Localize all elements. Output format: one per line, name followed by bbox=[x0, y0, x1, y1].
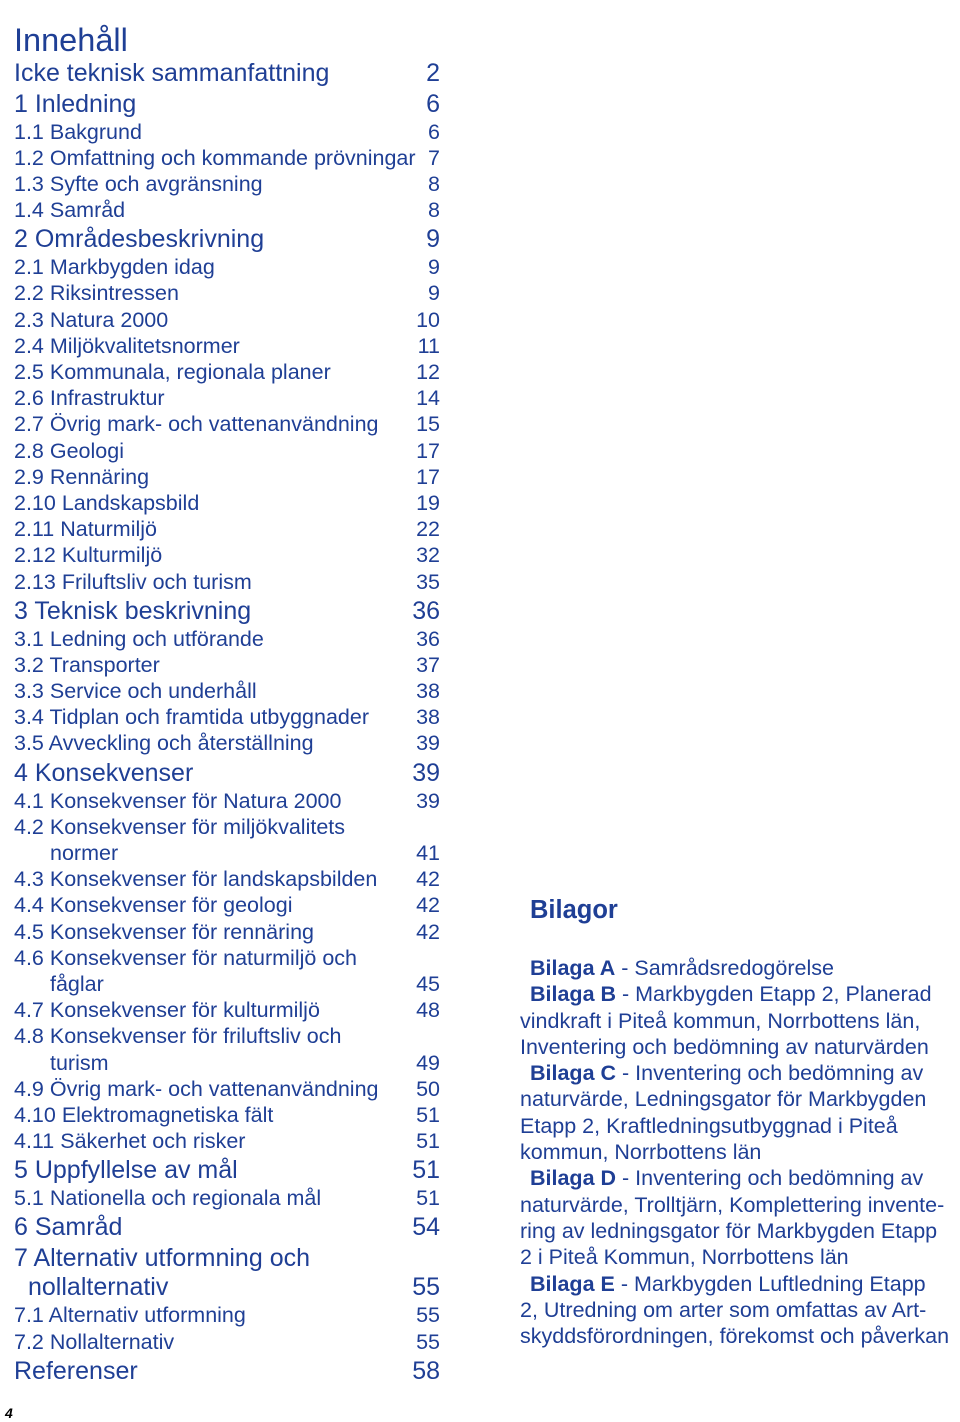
toc-entry-title: 2.5 Kommunala, regionala planer bbox=[14, 360, 331, 384]
toc-section-entry bbox=[14, 1102, 440, 1128]
toc-entry-line bbox=[14, 1156, 440, 1185]
toc-entry-line bbox=[14, 997, 440, 1023]
appendix-label: Bilaga B bbox=[530, 982, 617, 1007]
toc-entry-line bbox=[14, 919, 440, 945]
appendix-item-first-line bbox=[520, 1060, 949, 1086]
toc-page-number: 9 bbox=[428, 255, 440, 280]
toc-entry-line bbox=[14, 814, 440, 840]
toc-section-entry bbox=[14, 464, 440, 490]
toc-section-entry bbox=[14, 438, 440, 464]
toc-entry-title: 2.7 Övrig mark- och vattenanvändning bbox=[14, 412, 379, 437]
toc-page-number: 10 bbox=[416, 307, 440, 332]
toc-entry-title: 2.3 Natura 2000 bbox=[14, 307, 169, 332]
toc-entry-line bbox=[14, 678, 440, 704]
toc-entry-title: 1.4 Samråd bbox=[14, 198, 126, 223]
toc-chapter-entry bbox=[14, 90, 440, 119]
toc-chapter-entry bbox=[14, 597, 440, 626]
appendix-label: Bilaga A bbox=[530, 956, 616, 980]
toc-page-number: 36 bbox=[412, 596, 440, 625]
toc-chapter-entry bbox=[14, 59, 440, 88]
toc-entry-continued-line bbox=[14, 840, 440, 866]
toc-entry-title: 3.5 Avveckling och återställning bbox=[14, 731, 314, 756]
toc-page-number: 8 bbox=[428, 198, 440, 223]
toc-entry-title: 5 Uppfyllelse av mål bbox=[14, 1156, 238, 1185]
toc-entry-line bbox=[14, 542, 440, 568]
toc-entry-title: nollalternativ bbox=[28, 1273, 169, 1302]
toc-entry-line bbox=[14, 516, 440, 542]
toc-section-entry bbox=[14, 997, 440, 1023]
appendix-item-first-line bbox=[520, 955, 949, 981]
toc-entry-title: 4.6 Konsekvenser för naturmiljö och bbox=[14, 945, 357, 970]
appendix-description-line: naturvärde, Ledningsgator för Markbygden bbox=[520, 1087, 927, 1112]
toc-page-number: 51 bbox=[416, 1129, 440, 1154]
toc-section-entry bbox=[14, 307, 440, 333]
toc-entry-continued-line bbox=[14, 1050, 440, 1076]
toc-section-entry bbox=[14, 385, 440, 411]
toc-page-number: 32 bbox=[416, 543, 440, 568]
toc-section-entry bbox=[14, 359, 440, 385]
toc-entry-line bbox=[14, 490, 440, 516]
toc-entry-line bbox=[14, 1329, 440, 1355]
toc-entry-line bbox=[14, 359, 440, 385]
toc-section-entry bbox=[14, 516, 440, 542]
toc-entry-title: 2.8 Geologi bbox=[14, 438, 124, 463]
toc-section-entry bbox=[14, 866, 440, 892]
toc-section-entry bbox=[14, 814, 440, 866]
toc-section-entry bbox=[14, 1023, 440, 1075]
appendix-list bbox=[520, 955, 949, 1349]
toc-entry-title: 2.1 Markbygden idag bbox=[14, 255, 215, 280]
toc-section-entry bbox=[14, 704, 440, 730]
toc-section-entry bbox=[14, 490, 440, 516]
toc-entry-title: 4.4 Konsekvenser för geologi bbox=[14, 893, 293, 918]
toc-entry-line bbox=[14, 652, 440, 678]
toc-entry-line bbox=[14, 597, 440, 626]
toc-page-number: 17 bbox=[416, 464, 440, 489]
toc-entry-title: 2.10 Landskapsbild bbox=[14, 490, 200, 515]
toc-page-number: 8 bbox=[428, 171, 440, 196]
toc-page-number: 39 bbox=[416, 788, 440, 813]
toc-page-number: 55 bbox=[416, 1303, 440, 1328]
toc-entry-title: 2.13 Friluftsliv och turism bbox=[14, 569, 252, 594]
toc-section-entry bbox=[14, 626, 440, 652]
toc-chapter-entry bbox=[14, 1156, 440, 1185]
page-number: 4 bbox=[5, 1405, 13, 1421]
toc-entry-title: 2.4 Miljökvalitetsnormer bbox=[14, 333, 240, 358]
toc-page-number: 42 bbox=[416, 893, 440, 918]
toc-section-entry bbox=[14, 730, 440, 756]
toc-page-number: 38 bbox=[416, 705, 440, 730]
appendix-description-line: 2 i Piteå Kommun, Norrbottens län bbox=[520, 1245, 849, 1270]
toc-entry-line bbox=[14, 945, 440, 971]
toc-entry-title: 1 Inledning bbox=[14, 89, 137, 118]
toc-entry-title: 2.12 Kulturmiljö bbox=[14, 543, 163, 568]
appendix-item-first-line bbox=[520, 1165, 949, 1191]
toc-entry-title: 4.8 Konsekvenser för friluftsliv och bbox=[14, 1024, 342, 1049]
toc-page-number: 41 bbox=[416, 841, 440, 865]
toc-entry-title: 1.1 Bakgrund bbox=[14, 119, 142, 144]
toc-page-number: 51 bbox=[412, 1156, 440, 1185]
toc-entry-line bbox=[14, 90, 440, 119]
toc-page-number: 48 bbox=[416, 998, 440, 1023]
toc-section-entry bbox=[14, 1185, 440, 1211]
toc-entry-title: 2.9 Rennäring bbox=[14, 464, 150, 489]
toc-entry-title: 2.11 Naturmiljö bbox=[14, 517, 157, 542]
toc-entry-title: 1.2 Omfattning och kommande prövningar bbox=[14, 145, 416, 170]
toc-entry-line bbox=[14, 333, 440, 359]
toc-entry-title: 4.11 Säkerhet och risker bbox=[14, 1129, 246, 1154]
toc-entry-title: 3.2 Transporter bbox=[14, 652, 160, 677]
toc-section-entry bbox=[14, 945, 440, 997]
toc-entry-line bbox=[14, 1244, 440, 1273]
toc-page-number: 35 bbox=[416, 569, 440, 594]
toc-entry-line bbox=[14, 171, 440, 197]
appendix-heading: Bilagor bbox=[530, 896, 618, 924]
toc-entry-title: 3.3 Service och underhåll bbox=[14, 679, 257, 704]
toc-page-number: 55 bbox=[412, 1273, 440, 1302]
toc-page-number: 14 bbox=[416, 386, 440, 411]
toc-section-entry bbox=[14, 788, 440, 814]
toc-page-number: 37 bbox=[416, 652, 440, 677]
toc-section-entry bbox=[14, 254, 440, 280]
toc-entry-line bbox=[14, 866, 440, 892]
appendix-description: - Markbygden Etapp 2, Planerad bbox=[622, 982, 932, 1007]
toc-page-number: 19 bbox=[416, 490, 440, 515]
appendix-item bbox=[520, 981, 949, 1060]
toc-entry-line bbox=[14, 1102, 440, 1128]
toc-entry-title: 4.9 Övrig mark- och vattenanvändning bbox=[14, 1076, 379, 1101]
toc-entry-line bbox=[14, 1185, 440, 1211]
toc-entry-line bbox=[14, 254, 440, 280]
appendix-description-line: skyddsförordningen, förekomst och påverkan bbox=[520, 1324, 950, 1349]
toc-entry-continued-line bbox=[14, 1273, 440, 1302]
toc-section-entry bbox=[14, 542, 440, 568]
toc-chapter-entry bbox=[14, 1357, 440, 1386]
toc-page-number: 51 bbox=[416, 1186, 440, 1211]
toc-section-entry bbox=[14, 333, 440, 359]
appendix-item bbox=[520, 1060, 949, 1165]
toc-page-number: 49 bbox=[416, 1050, 440, 1075]
toc-section-entry bbox=[14, 919, 440, 945]
toc-section-entry bbox=[14, 197, 440, 223]
page-title: Innehåll bbox=[14, 22, 128, 58]
toc-page-number: 51 bbox=[416, 1102, 440, 1127]
appendix-item bbox=[520, 955, 949, 981]
toc-entry-title: 1.3 Syfte och avgränsning bbox=[14, 171, 263, 196]
toc-page-number: 7 bbox=[428, 145, 440, 170]
toc-entry-title: 3 Teknisk beskrivning bbox=[14, 596, 252, 625]
toc-entry-line bbox=[14, 569, 440, 595]
toc-entry-line bbox=[14, 464, 440, 490]
toc-entry-title: 2.6 Infrastruktur bbox=[14, 386, 165, 411]
toc-entry-title: 2.2 Riksintressen bbox=[14, 281, 179, 306]
table-of-contents bbox=[14, 57, 440, 1386]
toc-entry-title: 7 Alternativ utformning och bbox=[14, 1244, 310, 1273]
toc-section-entry bbox=[14, 892, 440, 918]
toc-entry-line bbox=[14, 730, 440, 756]
appendix-description: - Inventering och bedömning av bbox=[622, 1061, 924, 1086]
toc-entry-title: 4.7 Konsekvenser för kulturmiljö bbox=[14, 998, 320, 1023]
appendix-description-line: naturvärde, Trolltjärn, Komplettering invente- bbox=[520, 1192, 945, 1217]
toc-page-number: 9 bbox=[428, 281, 440, 306]
toc-entry-line bbox=[14, 1302, 440, 1328]
toc-page-number: 12 bbox=[416, 360, 440, 384]
toc-entry-line bbox=[14, 704, 440, 730]
toc-entry-line bbox=[14, 307, 440, 333]
toc-section-entry bbox=[14, 171, 440, 197]
appendix-section bbox=[520, 895, 960, 1355]
toc-entry-line bbox=[14, 1076, 440, 1102]
toc-page-number: 6 bbox=[426, 89, 440, 118]
toc-page-number: 2 bbox=[426, 58, 440, 87]
toc-entry-line bbox=[14, 59, 440, 88]
toc-entry-title: 7.2 Nollalternativ bbox=[14, 1329, 175, 1354]
appendix-description-line: 2, Utredning om arter som omfattas av Art- bbox=[520, 1297, 927, 1322]
toc-entry-title: 7.1 Alternativ utformning bbox=[14, 1303, 246, 1328]
toc-entry-title: 4 Konsekvenser bbox=[14, 758, 194, 787]
toc-entry-line bbox=[14, 225, 440, 254]
toc-entry-title: 2 Områdesbeskrivning bbox=[14, 225, 265, 254]
toc-chapter-entry bbox=[14, 759, 440, 788]
appendix-label: Bilaga D bbox=[530, 1166, 617, 1191]
toc-page-number: 22 bbox=[416, 517, 440, 542]
toc-section-entry bbox=[14, 145, 440, 171]
toc-entry-title: Icke teknisk sammanfattning bbox=[14, 58, 330, 87]
toc-entry-line bbox=[14, 280, 440, 306]
toc-entry-line bbox=[14, 759, 440, 788]
appendix-description: - Markbygden Luftledning Etapp bbox=[620, 1271, 926, 1296]
toc-section-entry bbox=[14, 280, 440, 306]
toc-page-number: 9 bbox=[426, 225, 440, 254]
toc-entry-title: 5.1 Nationella och regionala mål bbox=[14, 1186, 322, 1211]
appendix-description-line: vindkraft i Piteå kommun, Norrbottens län, bbox=[520, 1008, 921, 1033]
toc-entry-line bbox=[14, 1357, 440, 1386]
toc-page-number: 15 bbox=[416, 412, 440, 437]
toc-entry-line bbox=[14, 1213, 440, 1242]
toc-chapter-entry bbox=[14, 225, 440, 254]
toc-entry-line bbox=[14, 438, 440, 464]
appendix-description: - Samrådsredogörelse bbox=[621, 956, 834, 980]
toc-entry-line bbox=[14, 788, 440, 814]
toc-section-entry bbox=[14, 569, 440, 595]
toc-page-number: 6 bbox=[428, 119, 440, 144]
toc-page-number: 45 bbox=[416, 971, 440, 996]
toc-section-entry bbox=[14, 652, 440, 678]
toc-section-entry bbox=[14, 1076, 440, 1102]
toc-entry-title: Referenser bbox=[14, 1356, 138, 1385]
toc-entry-title: 4.5 Konsekvenser för rennäring bbox=[14, 919, 314, 944]
appendix-item bbox=[520, 1165, 949, 1270]
toc-section-entry bbox=[14, 119, 440, 145]
toc-section-entry bbox=[14, 411, 440, 437]
toc-entry-line bbox=[14, 1128, 440, 1154]
toc-entry-title: fåglar bbox=[50, 971, 104, 996]
toc-page-number: 11 bbox=[417, 333, 440, 358]
appendix-description-line: ring av ledningsgator för Markbygden Etapp bbox=[520, 1218, 938, 1243]
appendix-label: Bilaga C bbox=[530, 1061, 617, 1086]
toc-chapter-entry bbox=[14, 1244, 440, 1302]
toc-page-number: 42 bbox=[416, 919, 440, 944]
toc-entry-continued-line bbox=[14, 971, 440, 997]
toc-section-entry bbox=[14, 1302, 440, 1328]
toc-entry-line bbox=[14, 411, 440, 437]
toc-section-entry bbox=[14, 678, 440, 704]
toc-entry-title: normer bbox=[50, 841, 119, 865]
toc-entry-title: 6 Samråd bbox=[14, 1213, 123, 1242]
toc-entry-line bbox=[14, 145, 440, 171]
toc-page-number: 54 bbox=[412, 1213, 440, 1242]
appendix-description-line: Inventering och bedömning av naturvärden bbox=[520, 1034, 929, 1059]
toc-page-number: 58 bbox=[412, 1356, 440, 1385]
toc-entry-line bbox=[14, 1023, 440, 1049]
toc-page-number: 39 bbox=[412, 758, 440, 787]
appendix-item-first-line bbox=[520, 1271, 949, 1297]
appendix-description-line: Etapp 2, Kraftledningsutbyggnad i Piteå bbox=[520, 1113, 898, 1138]
toc-entry-title: 3.4 Tidplan och framtida utbyggnader bbox=[14, 705, 369, 730]
toc-page-number: 17 bbox=[416, 438, 440, 463]
toc-page-number: 42 bbox=[416, 867, 440, 892]
appendix-item-first-line bbox=[520, 981, 949, 1007]
toc-entry-title: 4.2 Konsekvenser för miljökvalitets bbox=[14, 814, 346, 839]
toc-entry-title: 3.1 Ledning och utförande bbox=[14, 626, 264, 651]
toc-page-number: 39 bbox=[416, 731, 440, 756]
appendix-description-line: kommun, Norrbottens län bbox=[520, 1140, 762, 1165]
toc-page-number: 36 bbox=[416, 626, 440, 651]
toc-entry-line bbox=[14, 197, 440, 223]
appendix-description: - Inventering och bedömning av bbox=[622, 1166, 924, 1191]
toc-page-number: 38 bbox=[416, 679, 440, 704]
toc-chapter-entry bbox=[14, 1213, 440, 1242]
toc-entry-line bbox=[14, 892, 440, 918]
toc-entry-line bbox=[14, 119, 440, 145]
appendix-label: Bilaga E bbox=[530, 1271, 615, 1296]
toc-section-entry bbox=[14, 1329, 440, 1355]
toc-page-number: 50 bbox=[416, 1076, 440, 1101]
toc-entry-title: turism bbox=[50, 1050, 109, 1075]
toc-section-entry bbox=[14, 1128, 440, 1154]
toc-entry-line bbox=[14, 385, 440, 411]
appendix-item bbox=[520, 1271, 949, 1350]
toc-entry-title: 4.10 Elektromagnetiska fält bbox=[14, 1102, 274, 1127]
toc-entry-title: 4.3 Konsekvenser för landskapsbilden bbox=[14, 867, 378, 892]
toc-entry-title: 4.1 Konsekvenser för Natura 2000 bbox=[14, 788, 342, 813]
toc-entry-line bbox=[14, 626, 440, 652]
toc-page-number: 55 bbox=[416, 1329, 440, 1354]
